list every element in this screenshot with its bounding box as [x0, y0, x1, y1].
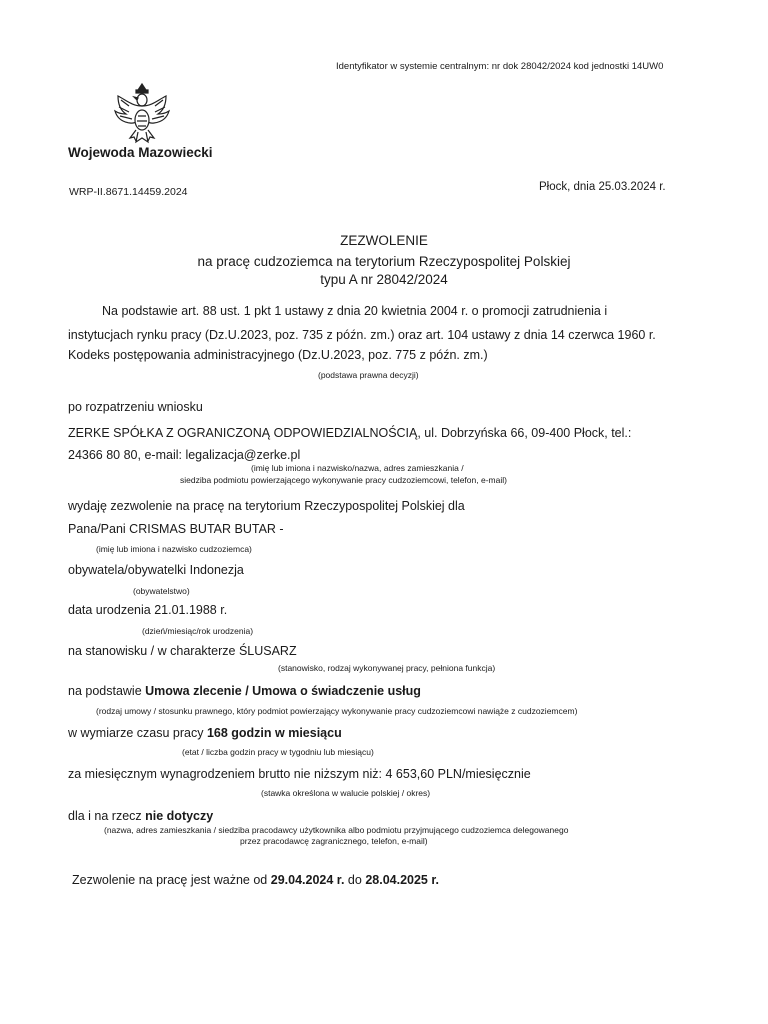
foreigner-name-value: CRISMAS BUTAR BUTAR -: [129, 522, 284, 536]
hours-label: w wymiarze czasu pracy: [68, 726, 204, 740]
applicant-line-2: 24366 80 80, e-mail: legalizacja@zerke.pl: [68, 448, 301, 462]
hours-note: (etat / liczba godzin pracy w tygodniu lub miesiącu): [182, 747, 374, 757]
legal-basis-line-1: Na podstawie art. 88 ust. 1 pkt 1 ustawy z dnia 20 kwietnia 2004 r. o promocji zatrudnienia i: [102, 304, 608, 318]
hours-value: 168 godzin w miesiącu: [206, 726, 342, 740]
foreigner-name-note: (imię lub imiona i nazwisko cudzoziemca): [96, 544, 252, 554]
applicant-note-1: (imię lub imiona i nazwisko/nazwa, adres zamieszkania /: [251, 463, 464, 473]
validity-to: 28.04.2025 r.: [365, 873, 439, 887]
applicant-line-1: ZERKE SPÓŁKA Z OGRANICZONĄ ODPOWIEDZIALNOŚCIĄ, ul. Dobrzyńska 66, 09-400 Płock, tel.:: [68, 426, 632, 440]
applicant-note-2: siedziba podmiotu powierzającego wykonywanie pracy cudzoziemcowi, telefon, e-mail): [180, 475, 507, 485]
citizenship-label: obywatela/obywatelki: [68, 563, 187, 577]
birth-date-note: (dzień/miesiąc/rok urodzenia): [142, 626, 254, 636]
case-reference: WRP-II.8671.14459.2024: [69, 186, 188, 198]
contract-label: na podstawie: [68, 684, 142, 698]
white-eagle-emblem-icon: [112, 80, 172, 148]
citizenship-note: (obywatelstwo): [133, 586, 190, 596]
system-identifier: Identyfikator w systemie centralnym: nr dok 28042/2024 kod jednostki 14UW0: [336, 61, 664, 72]
salary: [68, 767, 531, 781]
legal-basis-note: (podstawa prawna decyzji): [318, 370, 419, 380]
issuing-authority: Wojewoda Mazowiecki: [68, 145, 213, 160]
birth-date: [68, 603, 227, 617]
document-title: ZEZWOLENIE: [340, 233, 428, 248]
position-value: ŚLUSARZ: [238, 644, 297, 658]
position-note: (stanowisko, rodzaj wykonywanej pracy, pełniona funkcja): [278, 663, 496, 673]
foreigner-name: [68, 522, 284, 536]
position: [68, 644, 297, 658]
citizenship: [68, 563, 244, 577]
birth-date-label: data urodzenia: [68, 603, 151, 617]
application-intro: po rozpatrzeniu wniosku: [68, 400, 203, 414]
validity-period: [72, 873, 439, 887]
validity-mid: do: [347, 873, 362, 887]
legal-basis-line-2: instytucjach rynku pracy (Dz.U.2023, poz. 735 z późn. zm.) oraz art. 104 ustawy z dnia 14 czerwca 1960 r.: [68, 328, 656, 342]
on-behalf-note-2: przez pracodawcę zagranicznego, telefon, e-mail): [240, 836, 428, 846]
foreigner-name-label: Pana/Pani: [68, 522, 126, 536]
validity-prefix: Zezwolenie na pracę jest ważne od: [72, 873, 268, 887]
on-behalf-value: nie dotyczy: [145, 809, 214, 823]
position-label: na stanowisku / w charakterze: [68, 644, 236, 658]
place-and-date: Płock, dnia 25.03.2024 r.: [539, 181, 666, 193]
salary-value: 4 653,60 PLN/miesięcznie: [385, 767, 531, 781]
on-behalf-note-1: (nazwa, adres zamieszkania / siedziba pracodawcy użytkownika albo podmiotu przyjmującego cudzoziemca delegowanego: [104, 825, 569, 835]
grant-statement: wydaję zezwolenie na pracę na terytorium Rzeczypospolitej Polskiej dla: [68, 499, 465, 513]
contract-note: (rodzaj umowy / stosunku prawnego, który podmiot powierzający wykonywanie pracy cudzoziemcowi nawiąże z cudzoziemcem): [96, 706, 578, 716]
contract-basis: [68, 684, 421, 698]
on-behalf-label: dla i na rzecz: [68, 809, 142, 823]
birth-date-value: 21.01.1988 r.: [154, 603, 228, 617]
salary-label: za miesięcznym wynagrodzeniem brutto nie niższym niż:: [68, 767, 383, 781]
validity-from: 29.04.2024 r.: [270, 873, 345, 887]
salary-note: (stawka określona w walucie polskiej / okres): [261, 788, 431, 798]
citizenship-value: Indonezja: [189, 563, 244, 577]
permit-type-number: typu A nr 28042/2024: [320, 272, 448, 287]
working-hours: [68, 726, 342, 740]
on-behalf-of: [68, 809, 213, 823]
document-subtitle: na pracę cudzoziemca na terytorium Rzeczypospolitej Polskiej: [197, 254, 571, 269]
contract-value: Umowa zlecenie / Umowa o świadczenie usług: [145, 684, 421, 698]
legal-basis-line-3: Kodeks postępowania administracyjnego (Dz.U.2023, poz. 775 z późn. zm.): [68, 348, 488, 362]
